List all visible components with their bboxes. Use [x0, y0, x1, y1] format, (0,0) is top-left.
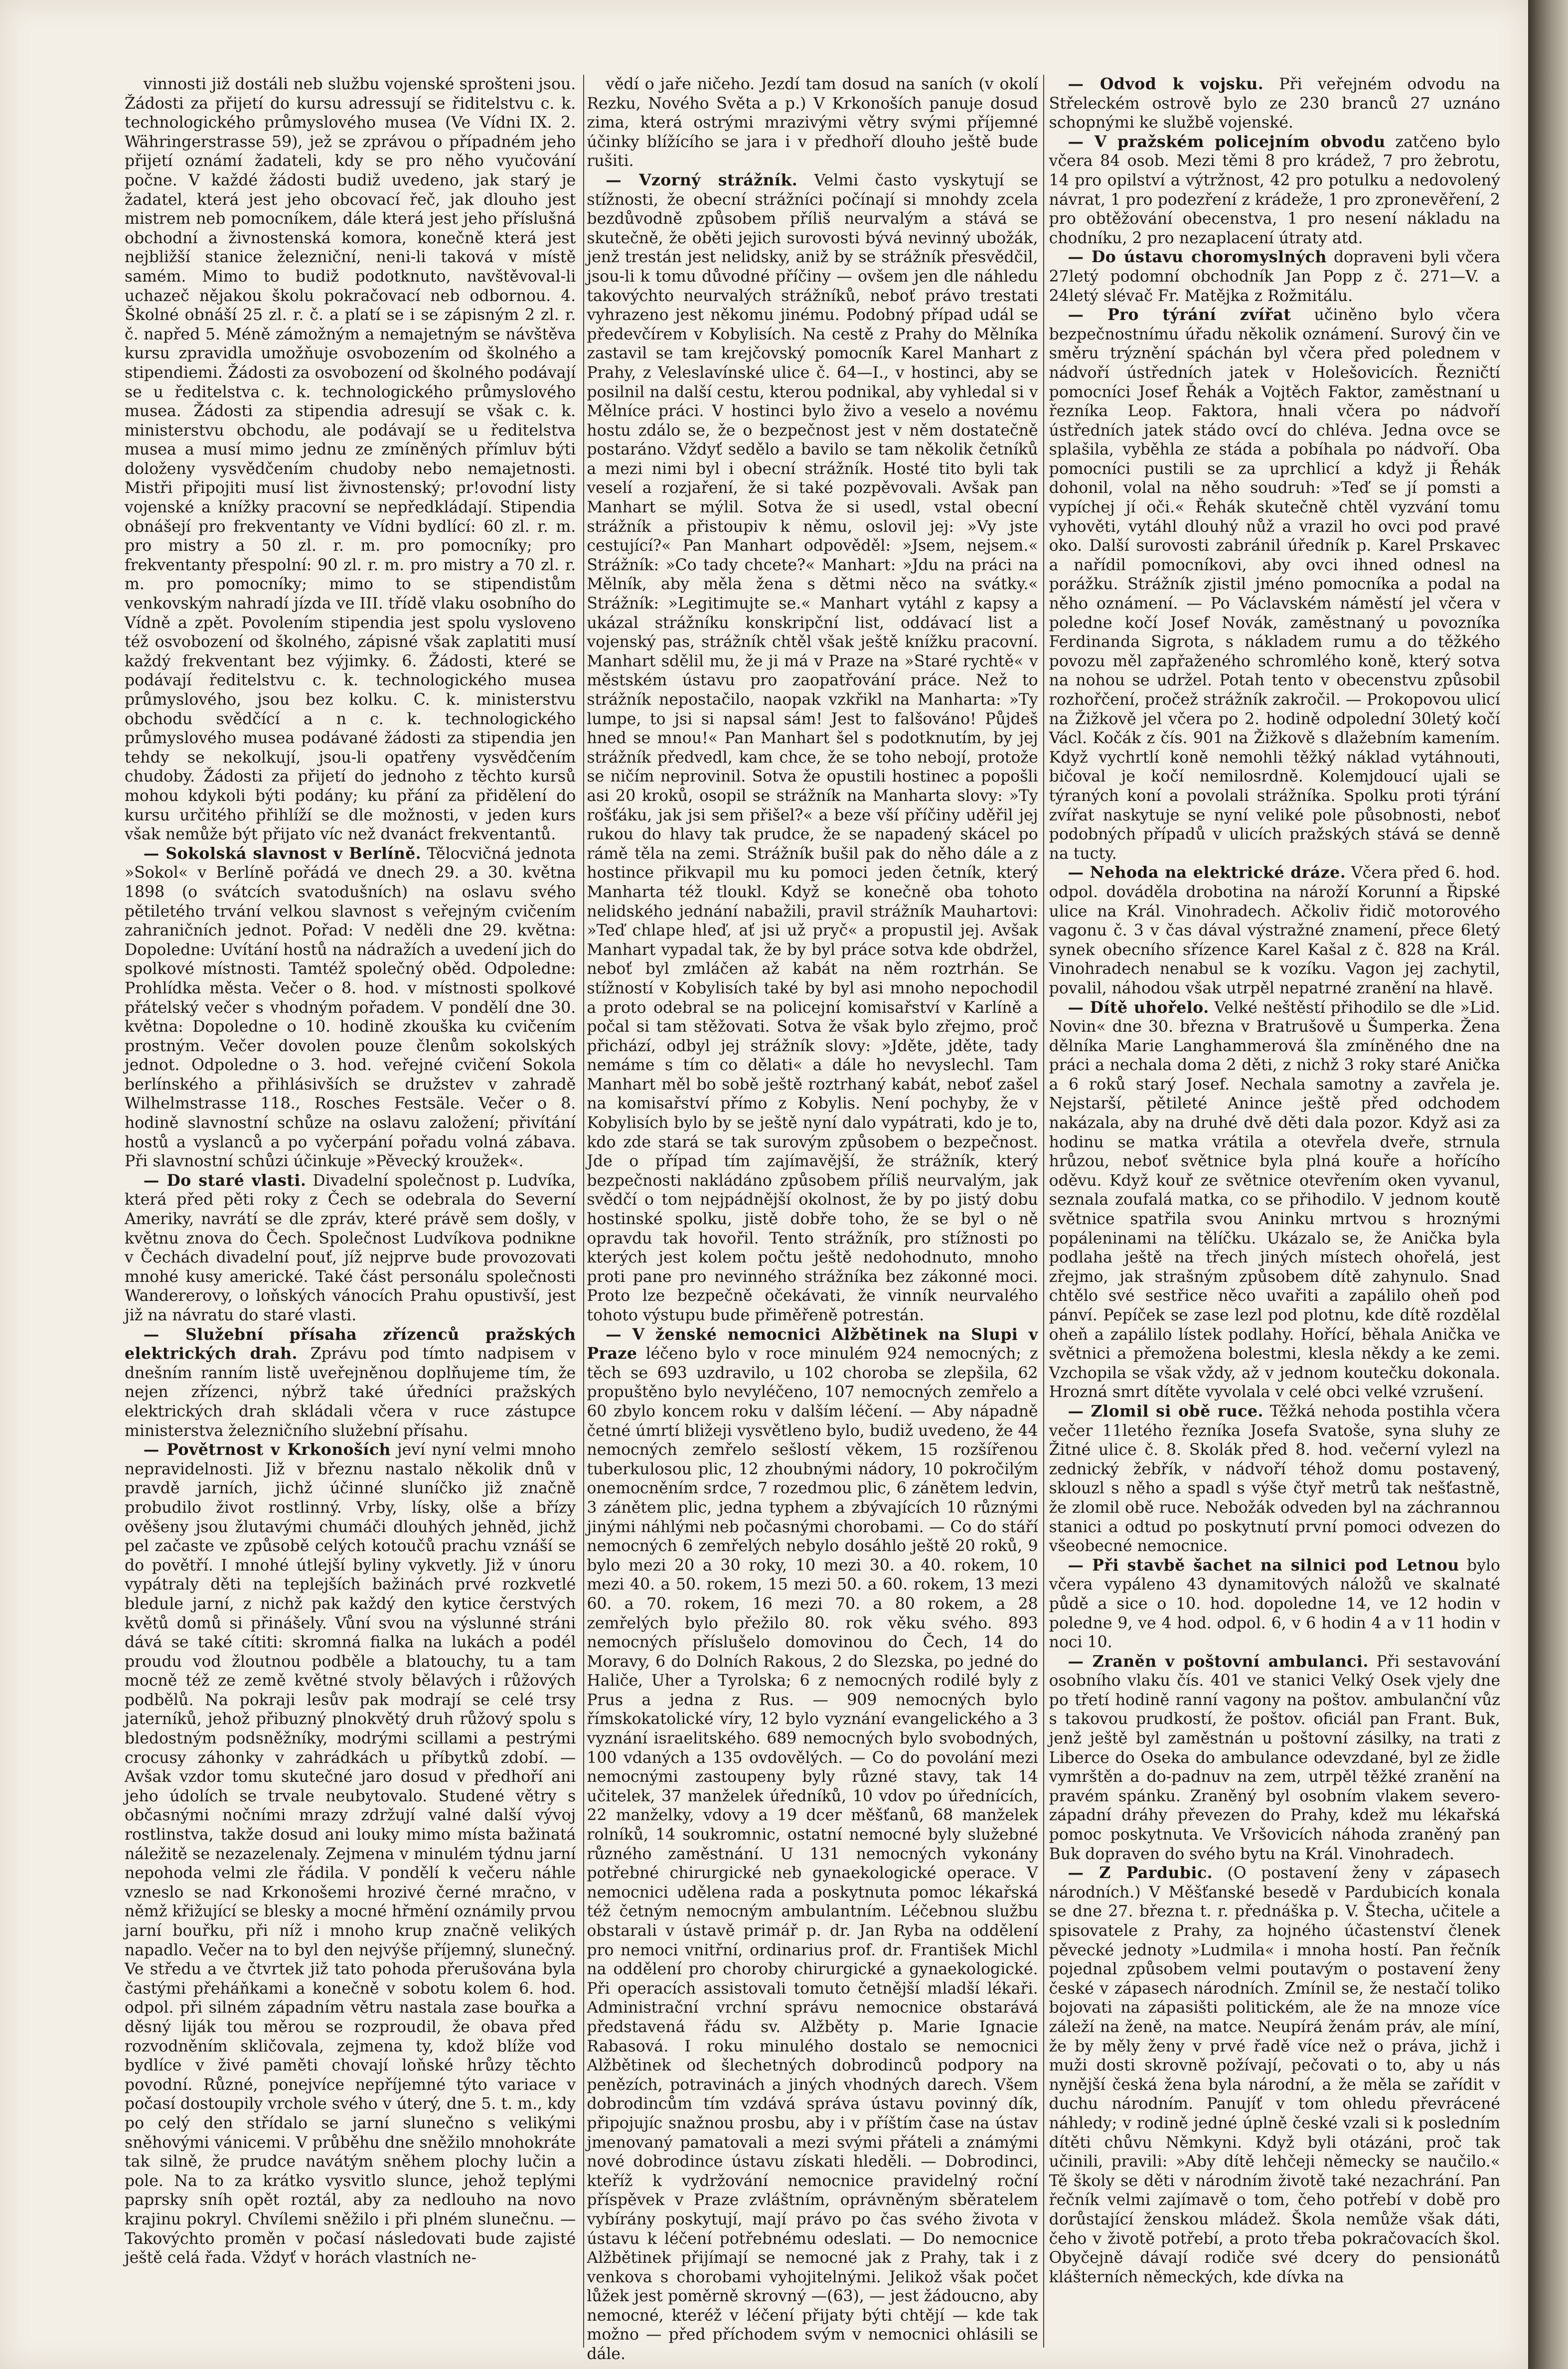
news-paragraph [125, 844, 576, 1171]
paragraph-text: jeví nyní velmi mnoho nepravidelnosti. Již v březnu nastalo několik dnů v pravdě jarních, jichž účinné sluníčko již značně probudilo život rostlinný. Vrby, lísky, olše a břízy ověšeny jsou žlutavými chumáči dlouhých jehněd, jichž pel začaste ve způsobě celých kotoučů prachu vznáší se do povětří. I mnohé útlejší byliny vykvetly. Již v únoru vypátraly děti na teplejších bažinách prvé rozkvetlé bledule jarní, z nichž pak každý den kytice čerstvých květů domů si přinášely. Vůní svou na výslunné stráni dává se také cítiti: skromná fialka na lukách a podél proudu vod žloutnou podběle a blatouchy, tu a tam mocně též ze země květné stvoly bělavých i růžových podbělů. Na pokraji lesův pak modrají se celé trsy jaterníků, jehož přibuzný plnokvětý druh růžový spolu s bledostným podsněžníky, modrými scillami a pestrými crocusy záhonky v zahrádkách u příbytků zdobí. — Avšak vzdor tomu skutečné jaro dosud v předhoří ani jeho údolích se trvale neubytovalo. Studené větry s občasnými nočními mrazy zdržují valné další vývoj rostlinstva, takže dosud ani louky mimo místa bažinatá náležitě se nezazelenaly. Zejmena v minulém týdnu jarní nepohoda velmi zle řádila. V pondělí k večeru náhle vzneslo se nad Krkonošemi hrozivé černé mračno, v němž křižující se blesky a mocné hřmění oznámily prvou jarní bouřku, při níž i mnoho krup značně velikých napadlo. Večer na to byl den nejvýše příjemný, slunečný. Ve středu a ve čtvrtek již tato pohoda přerušována byla častými přeháňkami a konečně v sobotu kolem 6. hod. odpol. při silném západním větru nastala zase bouřka a děsný liják tou měrou se rozproudil, že obava před rozvodněním skličovala, zejmena ty, kdož blíže vod bydlíce v živé paměti chovají loňské hrůzy těchto povodní. Různé, ponejvíce nepříjemné týto variace v počasí dostoupily vrchole svého v úterý, dne 5. t. m., kdy po celý den střídalo se jarní slunečno s velikými sněhovými vánicemi. V průběhu dne sněžilo mnohokráte tak silně, že prudce navátým sněhem plochy lučin a pole. Na to za krátko vysvitlo slunce, jehož teplými paprsky sníh opět roztál, aby za nedlouho na novo krajinu pokryl. Chvílemi sněžilo i při plném slunečnu. — Takovýchto proměn v počasí následovati bude zajisté ještě celá řada. Vždyť v horách vlastních ne- [125, 1441, 576, 2267]
paragraph-heading: — Při stavbě šachet na silnici pod Letnou [1068, 1556, 1459, 1575]
news-paragraph [1049, 133, 1500, 248]
paragraph-heading: — Dítě uhořelo. [1068, 998, 1209, 1017]
news-paragraph [587, 171, 1038, 1325]
news-paragraph [587, 75, 1038, 171]
paragraph-text: (O postavení ženy v zápasech národních.) V Měšťanské besedě v Pardubicích konala se dne 27. března t. r. přednáška p. V. Štecha, učitele a spisovatele z Prahy, za hojného účastenství členek pěvecké jednoty »Ludmila« i mnoha hostí. Pan řečník pojednal způsobem velmi poutavým o postavení ženy české v zápasech národních. Zmínil se, že nestačí toliko bojovati na zápasišti politickém, ale že na mnoze více záleží na ženě, na matce. Neupírá ženám práv, ale míní, že by měly ženy v prvé řadě více než o práva, jichž i muži dosti skrovně požívají, pečovati o to, aby u nás nynější česká žena byla národní, a že měla se zařídit v duchu národním. Panujíť v tom ohledu převrácené náhledy; v rodině jedné úplně české vzali si k posledním dítěti chůvu Němkyni. Když byli otázáni, proč tak učinili, pravili: »Aby dítě lehčeji německy se naučilo.« Tě školy se děti v národním životě také nezachrání. Pan řečník velmi zajímavě o tom, čeho potřebí v době pro dorůstající ženskou mládež. Škola nemůže však dáti, čeho v životě potřebí, a proto třeba pokračovacích škol. Obyčejně dávají rodiče své dcery do pensionátů klášterních německých, kde dívka na [1049, 1864, 1500, 2286]
news-columns [125, 75, 1500, 2364]
paragraph-heading: — Pro týrání zvířat [1068, 306, 1291, 324]
paragraph-text: Divadelní společnost p. Ludvíka, která před pěti roky z Čech se odebrala do Severní Ameriky, navrátí se dle zpráv, které právě sem došly, v květnu znova do Čech. Společnost Ludvíkova podnikne v Čechách divadelní pouť, jíž nejprve bude provozovati mnohé kusy americké. Také část personálu společnosti Wandererovy, o loňských vánocích Prahu opustivší, jest již na návratu do staré vlasti. [125, 1171, 576, 1324]
paragraph-heading: — Do ústavu choromyslných [1068, 248, 1327, 267]
column-1 [125, 75, 576, 2338]
paragraph-text: dopraveni byli včera 27letý podomní obchodník Jan Popp z č. 271—V. a 24letý slévač Fr. Matějka z Rožmitálu. [1049, 248, 1500, 305]
paragraph-heading: — Z Pardubic. [1068, 1864, 1213, 1883]
news-paragraph [125, 1440, 576, 2268]
paragraph-heading: — Sokolská slavnost v Berlíně. [143, 844, 422, 863]
news-paragraph [125, 75, 576, 844]
news-paragraph [1049, 75, 1500, 133]
paragraph-heading: — Vzorný strážník. [606, 170, 798, 189]
news-paragraph [125, 1325, 576, 1441]
news-paragraph [1049, 1652, 1500, 1864]
paragraph-text: vědí o jaře ničeho. Jezdí tam dosud na saních (v okolí Rezku, Nového Světa a p.) V Krkonoších panuje dosud zima, která ostrými mrazivými větry svými příjemné účinky blížícího se jara i v předhoří dlouho ještě bude rušiti. [587, 75, 1038, 170]
paragraph-text: Při sestavování osobního vlaku čís. 401 ve stanici Velký Osek vjely dne po třetí hodině ranní vagony na poštov. ambulanční vůz s takovou prudkostí, že poštov. oficiál pan Frant. Buk, jenž ještě byl zaměstnán u poštovní zásilky, na trati z Liberce do Oseka do ambulance odevzdané, byl ze židle vymrštěn a do-padnuv na zem, utrpěl těžké zranění na pravém spánku. Zraněný byl osobním vlakem severo-západní dráhy převezen do Prahy, kdež mu lékařská pomoc poskytnuta. Ve Vršovicích náhoda zraněný pan Buk dopraven do svého bytu na Král. Vinohradech. [1049, 1652, 1500, 1863]
paragraph-heading: — Služební přísaha zřízenců pražských elektrických drah. [125, 1325, 576, 1363]
paragraph-text: Při veřejném odvodu na Střeleckém ostrově bylo ze 230 branců 27 uznáno schopnými ke službě vojenské. [1049, 75, 1500, 132]
paragraph-heading: — Zlomil si obě ruce. [1068, 1402, 1264, 1421]
paragraph-text: Velmi často vyskytují se stížnosti, že obecní strážníci počínají si mnohdy zcela bezdůvodně způsobem příliš neurvalým a stává se skutečně, že oběti jejich surovosti bývá nevinný ubožák, jenž trestán jest nelidsky, aniž by se strážník přesvědčil, jsou-li k tomu důvodné příčiny — ovšem jen dle náhledu takovýchto neurvalých strážníků, neboť právo trestati vyhrazeno jest někomu jinému. Podobný případ udál se předevčírem v Kobylisích. Na cestě z Prahy do Mělníka zastavil se tam krejčovský pomocník Karel Manhart z Prahy, z Veleslavínské ulice č. 64—I., v hostinci, aby se posilnil na další cestu, kterou podnikal, aby vyhledal si v Mělníce práci. V hostinci bylo živo a veselo a novému hostu zdálo se, že o bezpečnost jest v něm dostatečně postaráno. Vždyť sedělo a bavilo se tam několik četníků a mezi nimi byl i obecní strážník. Hosté tito byli tak veselí a rozjaření, že si také pozpěvovali. Avšak pan Manhart se mýlil. Sotva že si usedl, vstal obecní strážník a přistoupiv k němu, oslovil jej: »Vy jste cestující?« Pan Manhart odpověděl: »Jsem, nejsem.« Strážník: »Co tady chcete?« Manhart: »Jdu na práci na Mělník, aby měla žena s dětmi něco na svátky.« Strážník: »Legitimujte se.« Manhart vytáhl z kapsy a ukázal strážníku konskripční list, oddávací list a vojenský pas, strážník chtěl však ještě knížku pracovní. Manhart sdělil mu, že ji má v Praze na »Staré rychtě« v městském ústavu pro zaopatřování práce. Než to strážník nepostačilo, naopak vzkřikl na Manharta: »Ty lumpe, to jsi si napsal sám! Jest to falšováno! Půjdeš hned se mnou!« Pan Manhart šel s podotknutím, by jej strážník předvedl, kam chce, že se toho nebojí, protože se ničím neprovinil. Sotva že opustili hostinec a popošli asi 20 kroků, osopil se strážník na Manharta slovy: »Ty rošťáku, jak jsi sem přišel?« a beze vší příčiny uděřil jej rukou do hlavy tak prudce, že se napadený skácel po rámě těla na zemi. Strážník bušil pak do něho dále a z hostince přikvapil mu ku pomoci jeden četník, který Manharta též tloukl. Když se konečně oba tohoto nelidského jednání nabažili, pravil strážník Mauhartovi: »Teď chlape hleď, ať jsi už pryč« a propustil jej. Avšak Manhart vypadal tak, že by byl práce sotva kde obdržel, neboť byl zmláčen až kabát na něm roztrhán. Se stížností v Kobylisích také by byl asi mnoho nepochodil a proto odebral se na policejní komisařství v Karlíně a počal si tam stěžovati. Sotva že však bylo zřejmo, proč přichází, odbyl jej strážník slovy: »Jděte, jděte, tady nemáme s tím co dělati« a dále ho nevyslechl. Tam Manhart měl bo sobě ještě roztrhaný kabát, neboť zašel na komisařství přímo z Kobylis. Není pochyby, že v Kobylisích bylo by se ještě nyní dalo vypátrati, kdo je to, kdo zde stará se tak surovým způsobem o bezpečnost. Jde o případ tím zajímavější, že strážník, který bezpečnosti nakládáno způsobem příliš neurvalým, jak svědčí o tom nejpádnější okolnost, že by po jistý dobu hostinské spolku, jistě dobře toho, že se byl o ně opravdu tak hovořil. Tento strážník, pro stížnosti po kterých jest kolem počtu ještě nedohodnuto, mnoho proti pane pro nevinného strážníka bez zákonné moci. Proto lze bezpečně očekávati, že vinník neurvalého tohoto výstupu bude přiměřeně potrestán. [587, 171, 1038, 1324]
paragraph-text: léčeno bylo v roce minulém 924 nemocných; z těch se 693 uzdravilo, u 102 choroba se zlepšila, 62 propuštěno bylo nevyléčeno, 107 nemocných zemřelo a 60 zbylo koncem roku v dalším léčení. — Aby nápadně četné úmrtí bližeji vysvětleno bylo, budiž uvedeno, že 44 nemocných zemřelo sešlostí věkem, 15 rozšířenou tuberkulosou plic, 12 zhoubnými nádory, 10 pokročilým onemocněním srdce, 7 rozedmou plic, 6 zánětem ledvin, 3 zánětem plic, jedna typhem a zbývajících 10 různými jinými náhlými neb počasnými chorobami. — Co do stáří nemocných 6 zemřelých nebylo dosáhlo ještě 20 roků, 9 bylo mezi 20 a 30 roky, 10 mezi 30. a 40. rokem, 10 mezi 40. a 50. rokem, 15 mezi 50. a 60. rokem, 13 mezi 60. a 70. rokem, 16 mezi 70. a 80 rokem, a 28 zemřelých bylo přežilo 80. rok věku svého. 893 nemocných příslušelo domovinou do Čech, 14 do Moravy, 6 do Dolních Rakous, 2 do Slezska, po jedné do Haliče, Uher a Tyrolska; 6 z nemocných rodilé byly z Prus a jedna z Rus. — 909 nemocných bylo římskokatolické víry, 12 bylo vyznání evangelického a 3 vyznání israelitského. 689 nemocných bylo svobodných, 100 vdaných a 135 ovdovělých. — Co do povolání mezi nemocnými zastoupeny byly různé stavy, tak 14 učitelek, 37 manželek úředníků, 10 vdov po úřednících, 22 manželky, vdovy a 19 dcer měšťanů, 68 manželek rolníků, 14 soukromnic, ostatní nemocné byly služebné různého zaměstnání. U 131 nemocných vykonány potřebné chirurgické neb gynaekologické operace. V nemocnici udělena rada a poskytnuta pomoc lékařská též četným nemocným ambulantním. Léčebnou službu obstarali v ústavě primář p. dr. Jan Ryba na oddělení pro nemoci vnitřní, ordinarius prof. dr. František Michl na oddělení pro choroby chirurgické a gynaekologické. Při operacích assistovali tomuto četnější mladší lékaři. Administrační vrchní správu nemocnice obstarává představená řádu sv. Alžběty p. Marie Ignacie Rabasová. I roku minulého dostalo se nemocnici Alžbětinek od šlechetných dobrodinců podpory na penězích, potravinách a jiných vhodných darech. Všem dobrodincům tím vzdává správa ústavu povinný dík, připojujíc snažnou prosbu, aby i v příštím čase na ústav jmenovaný pamatovali a mezi svými přáteli a známými nové dobrodince ústavu získati hleděli. — Dobrodinci, kteříž k vydržování nemocnice pravidelný roční příspěvek v Praze zvláštním, oprávněným sběratelem vybírány poskytují, mají právo po čas svého života v ústavu k léčení potřebnému odeslati. — Do nemocnice Alžbětinek přijímají se nemocné jak z Prahy, tak i z venkova s chorobami vyhojitelnými. Jelikož však počet lůžek jest poměrně skrovný —(63), — jest žádoucno, aby nemocné, kteréž v léčení přijaty býti chtějí — kde tak možno — před příchodem svým v nemocnici ohlásili se dále. [587, 1345, 1038, 2364]
column-3 [1049, 75, 1500, 2338]
paragraph-heading: — Do staré vlasti. [143, 1171, 307, 1190]
paragraph-text: zatčeno bylo včera 84 osob. Mezi těmi 8 pro krádež, 7 pro žebrotu, 14 pro opilství a výtržnost, 42 pro potulku a nedovolený návrat, 1 pro podezření z krádeže, 1 pro zpronevěření, 2 pro obtěžování obecenstva, 1 pro nesení nákladu na chodníku, 2 pro nezaplacení útraty atd. [1049, 133, 1500, 247]
news-paragraph [587, 1325, 1038, 2364]
paragraph-heading: — V ženské nemocnici Alžbětinek na Slupi v Praze [587, 1325, 1038, 1363]
news-paragraph [1049, 863, 1500, 998]
news-paragraph [1049, 1864, 1500, 2287]
paragraph-text: Zprávu pod tímto nadpisem v dnešním ranním listě uveřejněnou doplňujeme tím, že nejen zřízenci, nýbrž také úředníci pražských elektrických drah skládali včera v ruce zástupce ministerstva železničního služební přísahu. [125, 1345, 576, 1440]
page-edge-shadow [1528, 0, 1568, 2369]
paragraph-text: vinnosti již dostáli neb službu vojenské sprošteni jsou. Žádosti za přijetí do kursu adressují se řiditelstvu c. k. technologického průmyslového musea (Ve Vídni IX. 2. Währingerstrasse 59), jež se zprávou o případném jeho přijetí oznámí žadateli, kdy se pro něho vyučování počne. V každé žádosti budiž uvedeno, jak starý je žadatel, která jest jeho obcovací řeč, jak dlouho jest mistrem neb pomocníkem, dále která jest jeho příslušná obchodní a živnostenská komora, konečně která jest nejbližší stanice železniční, neni-li taková v místě samém. Mimo to budiž podotknuto, navštěvoval-li uchazeč nějakou školu pokračovací neb odbornou. 4. Školné obnáší 25 zl. r. č. a platí se i se zápisným 2 zl. r. č. napřed 5. Méně zámožným a nemajetným se návštěva kursu zpravidla umožňuje osvobozením od školného a stipendiemi. Žádosti za osvobození od školného podávají se u ředitelstva c. k. technologického průmyslového musea. Žádosti za stipendia adresují se však c. k. ministerstvu obchodu, ale podávají se u ředitelstva musea a musí mimo jednu ze zmíněných přímluv býti doloženy vysvědčením chudoby nebo nemajetnosti. Mistři připojiti musí list živnostenský; pr!ovodní listy vojenské a knížky pracovní se nepředkládají. Stipendia obnášejí pro frekventanty ve Vídni bydlící: 60 zl. r. m. pro mistry a 50 zl. r. m. pro pomocníky; pro frekventanty přespolní: 90 zl. r. m. pro mistry a 70 zl. r. m. pro pomocníky; mimo to se stipendistům venkovským nahradí jízda ve III. třídě vlaku osobního do Vídně a zpět. Povolením stipendia jest spolu vysloveno též osvobození od školného, zápisné však zaplatiti musí každý frekventant bez výjimky. 6. Žádosti, které se podávají ředitelstvu c. k. technologického musea průmyslového, jsou bez kolku. C. k. ministerstvu obchodu svědčící a n c. k. technologického průmyslového musea podávané žádosti za stipendia jen tehdy se nekolkují, jsou-li opatřeny vysvědčením chudoby. Žádosti za přijetí do jednoho z těchto kursů mohou kdykoli býti podány; ku přání za přidělení do kursu určitého přihlíží se dle možnosti, v jeden kurs však nemůže být přijato víc než dvanáct frekventantů. [125, 75, 576, 844]
paragraph-text: učiněno bylo včera bezpečnostnímu úřadu několik oznámení. Surový čin ve směru trýznění spáchán byl včera před polednem v nádvoří ústředních jatek v Holešovicích. Řezničtí pomocníci Josef Řehák a Vojtěch Faktor, zaměstnaní u řezníka Leop. Faktora, hnali včera po nádvoří ústředních jatek stádo ovcí do chléva. Jedna ovce se splašila, vyběhla ze stáda a pobíhala po nádvoří. Oba pomocníci pustili se za uprchlicí a když ji Řehák dohonil, volal na něho soudruh: »Teď se jí pomsti a vypíchej jí oči.« Řehák skutečně chtěl vyzvání tomu vyhověti, vytáhl dlouhý nůž a vrazil ho ovci pod pravé oko. Další surovosti zabránil úředník p. Karel Prskavec a nařídil pomocníkovi, aby ovci ihned odnesl na porážku. Strážník zjistil jméno pomocníka a podal na něho oznámení. — Po Václavském náměstí jel včera v poledne kočí Josef Novák, zaměstnaný u povozníka Ferdinanda Sigrota, s nákladem rumu a do těžkého povozu měl zapřaženého schromlého koně, který sotva na nohou se udržel. Potah tento v obecenstvu způsobil rozhořčení, pročež strážník zakročil. — Prokopovou ulicí na Žižkově jel včera po 2. hodině odpolední 30letý kočí Václ. Kočák z čís. 901 na Žižkově s dlažebním kamením. Když vychrtlí koně nemohli těžký náklad vytáhnouti, bičoval je kočí nemilosrdně. Kolemjdoucí ujali se týraných koní a povolali strážníka. Spolku proti týrání zvířat naskytuje se nyní veliké pole působnosti, neboť podobných případů v ulicích pražských stává se denně na tucty. [1049, 306, 1500, 863]
news-paragraph [1049, 248, 1500, 306]
paragraph-heading: — Odvod k vojsku. [1068, 75, 1264, 93]
paragraph-text: Tělocvičná jednota »Sokol« v Berlíně pořádá ve dnech 29. a 30. května 1898 (o svátcích svatodušních) na oslavu svého pětiletého trvání velkou slavnost s veřejným cvičením zahraničních jednot. Pořad: V neděli dne 29. května: Dopoledne: Uvítání hostů na nádražích a uvedení jich do spolkové místnosti. Tamtéž společný oběd. Odpoledne: Prohlídka města. Večer o 8. hod. v místnosti spolkové přátelský večer s vhodným pořadem. V pondělí dne 30. května: Dopoledne o 10. hodině zkouška ku cvičením prostným. Večer dovolen pouze členům sokolských jednot. Odpoledne o 3. hod. veřejné cvičení Sokola berlínského a přihlásivších se družstev v zahradě Wilhelmstrasse 118., Rosches Festsäle. Večer o 8. hodině slavnostní schůze na oslavu založení; přivítání hostů a vyslanců a po vyčerpání pořadu volná zábava. Při slavnostní schůzi účinkuje »Pěvecký kroužek«. [125, 844, 576, 1171]
news-paragraph [1049, 306, 1500, 863]
paragraph-text: Včera před 6. hod. odpol. dováděla drobotina na nároží Korunní a Řipské ulice na Král. Vinohradech. Ačkoliv řidič motorového vagonu č. 3 v čas dával výstražné znamení, přece 6letý synek obecního sřízence Karel Kašal z č. 828 na Král. Vinohradech nenabul se k vozíku. Vagon jej zachytil, povalil, náhodou však utrpěl nepatrné zranění na hlavě. [1049, 864, 1500, 997]
paragraph-text: Velké neštěstí přihodilo se dle »Lid. Novin« dne 30. března v Bratrušově u Šumperka. Žena dělníka Marie Langhammerová šla zmíněného dne na práci a nechala doma 2 děti, z nichž 3 roky staré Anička a 6 roků starý Josef. Nechala samotny a zavřela je. Nejstarší, pětileté Anince ještě před odchodem nakázala, aby na druhé dvě děti dala pozor. Když asi za hodinu se matka vrátila a otevřela dveře, strnula hrůzou, neboť světnice byla plná kouře a hořícího oděvu. Když kouř ze světnice otevřením oken vyvanul, seznala zoufalá matka, co se přihodilo. V jednom koutě světnice spatřila svou Aninku mrtvou s hroznými popáleninami na tělíčku. Ukázalo se, že Anička byla podlaha ještě na třech jiných místech ohořelá, jest zřejmo, jak strašným způsobem dítě zahynulo. Snad chtělo své sestřice něco uvařiti a zapálilo oheň pod pánví. Pepíček se zase lezl pod plotnu, kde dítě rozdělal oheň a zapálilo lístek podlahy. Hořící, běhala Anička ve světnici a přemožena bolestmi, klesla někdy a ke zemi. Vzchopila se však vždy, až v jednom koutečku dokonala. Hrozná smrt dítěte vyvolala v celé obci velké vzrušení. [1049, 998, 1500, 1402]
paragraph-heading: — Povětrnost v Krkonoších [143, 1440, 391, 1459]
paragraph-text: Těžká nehoda postihla včera večer 11letého řezníka Josefa Svatoše, syna sluhy ze Žitné ulice č. 8. Skolák před 8. hod. večerní vylezl na zednický žebřík, v nádvoří téhož domu postavený, sklouzl s něho a spadl s výše čtyř metrů tak nešťastně, že zlomil obě ruce. Nebožák odveden byl na záchrannou stanici a odtud po poskytnutí první pomoci odvezen do všeobecné nemocnice. [1049, 1402, 1500, 1556]
news-paragraph [1049, 998, 1500, 1402]
news-paragraph [1049, 1402, 1500, 1556]
paragraph-heading: — Zraněn v poštovní ambulanci. [1068, 1652, 1369, 1671]
paragraph-heading: — Nehoda na elektrické dráze. [1068, 863, 1346, 882]
paragraph-heading: — V pražském policejním obvodu [1068, 132, 1386, 151]
news-paragraph [1049, 1556, 1500, 1652]
column-2 [587, 75, 1038, 2364]
news-paragraph [125, 1171, 576, 1325]
paragraph-text: bylo včera vypáleno 43 dynamitových náložů ve skalnaté půdě a sice o 10. hod. dopoledne 14, ve 12 hodin v poledne 9, ve 4 hod. odpol. 6, v 6 hodin 4 a v 11 hodin v noci 10. [1049, 1556, 1500, 1652]
